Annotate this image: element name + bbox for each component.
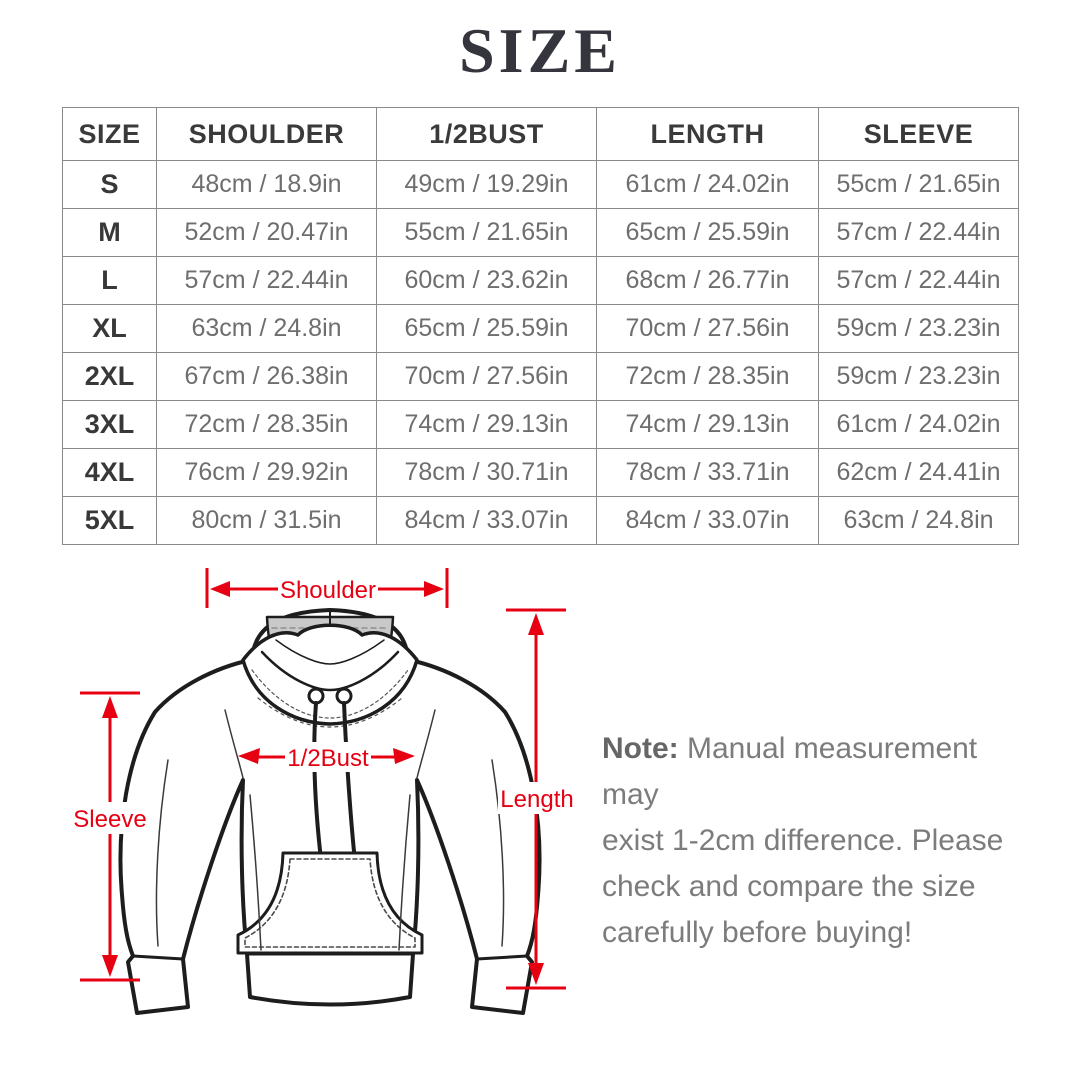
table-row (63, 209, 1019, 257)
size-row-label: L (63, 257, 157, 305)
shoulder-label: Shoulder (279, 577, 377, 604)
size-row-label: 3XL (63, 401, 157, 449)
table-row (63, 449, 1019, 497)
length-label: Length (500, 786, 574, 813)
table-cell: 68cm / 26.77in (597, 257, 819, 305)
table-cell: 84cm / 33.07in (597, 497, 819, 545)
note-line: check and compare the size (602, 870, 976, 903)
table-cell: 57cm / 22.44in (819, 209, 1019, 257)
column-header-length: LENGTH (597, 108, 819, 161)
table-cell: 63cm / 24.8in (819, 497, 1019, 545)
table-row (63, 401, 1019, 449)
note-line: exist 1-2cm difference. Please (602, 824, 1004, 857)
table-cell: 74cm / 29.13in (377, 401, 597, 449)
table-cell: 67cm / 26.38in (157, 353, 377, 401)
table-cell: 76cm / 29.92in (157, 449, 377, 497)
size-row-label: 2XL (63, 353, 157, 401)
size-row-label: XL (63, 305, 157, 353)
bust-label: 1/2Bust (287, 745, 369, 772)
table-cell: 55cm / 21.65in (377, 209, 597, 257)
table-cell: 63cm / 24.8in (157, 305, 377, 353)
table-cell: 57cm / 22.44in (819, 257, 1019, 305)
table-cell: 55cm / 21.65in (819, 161, 1019, 209)
table-cell: 72cm / 28.35in (597, 353, 819, 401)
table-cell: 70cm / 27.56in (377, 353, 597, 401)
size-row-label: 4XL (63, 449, 157, 497)
table-cell: 65cm / 25.59in (377, 305, 597, 353)
table-row (63, 497, 1019, 545)
column-header-bust: 1/2BUST (377, 108, 597, 161)
table-cell: 84cm / 33.07in (377, 497, 597, 545)
header-row (63, 108, 1019, 161)
table-row (63, 257, 1019, 305)
table-row (63, 353, 1019, 401)
table-cell: 48cm / 18.9in (157, 161, 377, 209)
table-cell: 49cm / 19.29in (377, 161, 597, 209)
table-cell: 72cm / 28.35in (157, 401, 377, 449)
table-cell: 61cm / 24.02in (819, 401, 1019, 449)
column-header-sleeve: SLEEVE (819, 108, 1019, 161)
table-row (63, 161, 1019, 209)
table-cell: 62cm / 24.41in (819, 449, 1019, 497)
size-row-label: S (63, 161, 157, 209)
table-cell: 65cm / 25.59in (597, 209, 819, 257)
table-cell: 57cm / 22.44in (157, 257, 377, 305)
table-cell: 80cm / 31.5in (157, 497, 377, 545)
note (602, 726, 1032, 956)
page-title: SIZE (459, 15, 621, 86)
size-row-label: M (63, 209, 157, 257)
table-cell: 60cm / 23.62in (377, 257, 597, 305)
table-cell: 78cm / 30.71in (377, 449, 597, 497)
size-row-label: 5XL (63, 497, 157, 545)
note-line: carefully before buying! (602, 916, 913, 949)
table-cell: 52cm / 20.47in (157, 209, 377, 257)
note-label: Note: (602, 732, 679, 765)
note-text: Manual measurement may (602, 732, 978, 811)
table-cell: 61cm / 24.02in (597, 161, 819, 209)
column-header-shoulder: SHOULDER (157, 108, 377, 161)
shoulder-measure (207, 568, 447, 608)
sleeve-label: Sleeve (73, 806, 147, 833)
table-cell: 59cm / 23.23in (819, 305, 1019, 353)
table-row (63, 305, 1019, 353)
size-table (62, 107, 1019, 545)
table-cell: 78cm / 33.71in (597, 449, 819, 497)
note-line (602, 726, 1032, 818)
column-header-size: SIZE (63, 108, 157, 161)
table-cell: 59cm / 23.23in (819, 353, 1019, 401)
hoodie-drawing (120, 610, 539, 1013)
table-cell: 74cm / 29.13in (597, 401, 819, 449)
table-cell: 70cm / 27.56in (597, 305, 819, 353)
